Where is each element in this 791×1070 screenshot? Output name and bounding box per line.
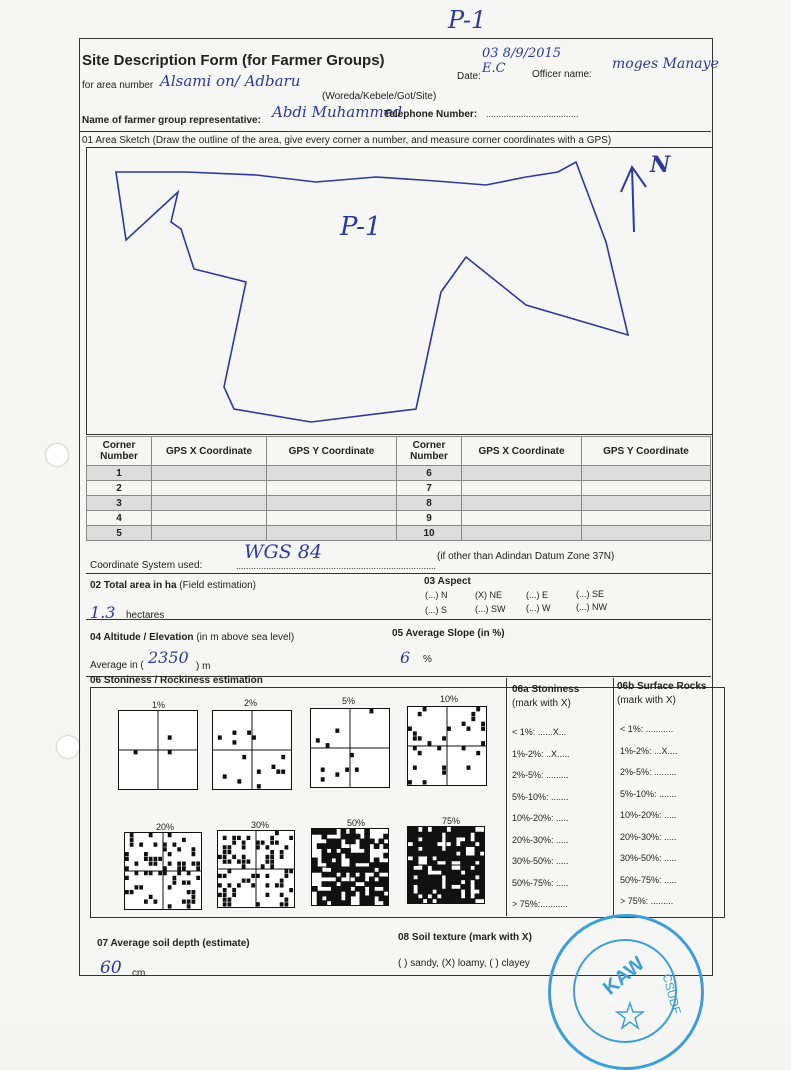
stoniness-grid <box>217 830 295 908</box>
gps-coordinate-table <box>86 436 711 541</box>
altitude-label: 04 Altitude / Elevation <box>90 632 194 643</box>
aspect-option-ne: (X) NE <box>475 590 502 600</box>
grid-label-30: 30% <box>251 820 270 830</box>
table-row <box>87 466 711 481</box>
stoniness-col-a-item: 20%-30%: ..... <box>512 834 569 845</box>
stoniness-col-b-item: 2%-5%: ......... <box>620 767 677 777</box>
stoniness-col-b-item: < 1%: ........... <box>620 724 674 734</box>
altitude-unit: ) m <box>196 661 211 672</box>
corner-number: 5 <box>87 526 152 541</box>
aspect-option-e: (...) E <box>526 590 548 600</box>
stoniness-grid <box>212 710 292 790</box>
total-area-unit: hectares <box>126 610 165 621</box>
slope-value: 6 <box>400 648 411 667</box>
aspect-option-n: (...) N <box>425 590 448 600</box>
coordinate-system-note: (if other than Adindan Datum Zone 37N) <box>437 551 615 562</box>
altitude-value: 2350 <box>148 648 189 667</box>
corner-number: 2 <box>87 481 152 496</box>
altitude-label-2: (in m above sea level) <box>196 632 295 643</box>
form-title: Site Description Form (for Farmer Groups) <box>82 52 385 69</box>
soil-depth-label: 07 Average soil depth (estimate) <box>97 938 250 949</box>
stoniness-col-b-item: 20%-30%: ..... <box>620 831 677 842</box>
stamp-ring-text: CSUDF <box>659 972 684 1016</box>
rule-area <box>86 619 711 620</box>
punch-hole-top <box>46 444 68 466</box>
grid-label-1: 1% <box>152 700 166 710</box>
stoniness-col-b-item: > 75%: ......... <box>620 896 674 906</box>
aspect-option-sw: (...) SW <box>475 604 506 614</box>
telephone-dots: ..................................... <box>486 109 579 119</box>
stoniness-col-b-item: 1%-2%: ...X.... <box>620 745 678 756</box>
stoniness-col-b-item: 30%-50%: ..... <box>620 853 677 863</box>
stoniness-col-a-item: < 1%: ......X... <box>512 727 567 737</box>
soil-texture-options: ( ) sandy, (X) loamy, ( ) clayey <box>398 958 530 969</box>
table-row <box>87 511 711 526</box>
stoniness-col-a-subtitle: (mark with X) <box>512 698 571 709</box>
officer-value: moges Manaye <box>612 56 719 72</box>
corner-number: 10 <box>397 526 462 541</box>
stoniness-grid <box>407 826 485 904</box>
date-value: 03 8/9/2015 E.C <box>482 46 562 76</box>
aspect-option-w: (...) W <box>526 603 551 613</box>
stoniness-col-b-item: 5%-10%: ....... <box>620 788 677 799</box>
stamp-star-icon <box>615 1001 645 1031</box>
aspect-option-nw: (...) NW <box>576 602 607 612</box>
stoniness-label: 06 Stoniness / Rockiness estimation <box>90 675 263 686</box>
coordinate-system-value: WGS 84 <box>244 541 322 563</box>
header-gps-x-2: GPS X Coordinate <box>462 437 582 466</box>
corner-number: 7 <box>397 481 462 496</box>
corner-number: 9 <box>397 511 462 526</box>
sketch-section-label: 01 Area Sketch (Draw the outline of the area, give every corner a number, and measure corner coordinates with a GPS) <box>82 135 612 146</box>
slope-label: 05 Average Slope (in %) <box>392 628 505 639</box>
stoniness-col-a-item: > 75%:........... <box>512 899 568 909</box>
rule-coords <box>86 573 711 574</box>
total-area-heading <box>90 580 256 591</box>
page-mark: P-1 <box>448 6 487 34</box>
officer-label: Officer name: <box>532 69 592 80</box>
area-sketch-drawing <box>86 147 711 433</box>
grid-label-75: 75% <box>442 816 461 826</box>
official-stamp <box>548 914 704 1070</box>
total-area-label: 02 Total area in ha <box>90 580 177 591</box>
plot-outline <box>116 162 628 422</box>
rule-header <box>79 131 711 132</box>
stoniness-col-b-title: 06b Surface Rocks <box>617 681 707 692</box>
stoniness-col-a-item: 1%-2%: ..X..... <box>512 748 570 759</box>
header-corner-number-2: Corner Number <box>397 437 462 466</box>
header-corner-number: Corner Number <box>87 437 152 466</box>
stoniness-col-b-item: 10%-20%: ..... <box>620 810 677 820</box>
grid-label-20: 20% <box>156 822 175 832</box>
woreda-label: (Woreda/Kebele/Got/Site) <box>322 91 437 102</box>
slope-unit: % <box>423 654 432 665</box>
stoniness-divider-b <box>613 678 614 916</box>
grid-label-10: 10% <box>440 694 459 704</box>
altitude-average-label: Average in ( <box>90 660 144 671</box>
coordinate-system-dots: ................................................................................ <box>236 561 437 571</box>
aspect-label: 03 Aspect <box>424 576 471 587</box>
aspect-option-s: (...) S <box>425 605 447 615</box>
area-number-label: for area number <box>82 80 154 91</box>
stoniness-col-b-subtitle: (mark with X) <box>617 695 676 706</box>
stoniness-grid <box>407 706 487 786</box>
corner-number: 1 <box>87 466 152 481</box>
stoniness-divider-a <box>506 678 507 916</box>
date-label: Date: <box>457 71 481 82</box>
area-number-value: Alsami on/ Adbaru <box>160 72 301 90</box>
representative-label: Name of farmer group representative: <box>82 115 261 126</box>
table-row <box>87 481 711 496</box>
table-row <box>87 526 711 541</box>
stoniness-grid <box>310 708 390 788</box>
coordinate-system-label: Coordinate System used: <box>90 560 203 571</box>
grid-label-50: 50% <box>347 818 366 828</box>
stoniness-grid <box>311 828 389 906</box>
header-gps-x: GPS X Coordinate <box>152 437 267 466</box>
grid-label-2: 2% <box>244 698 258 708</box>
altitude-heading <box>90 632 294 643</box>
total-area-value: 1.3 <box>90 603 116 622</box>
grid-label-5: 5% <box>342 696 356 706</box>
stoniness-col-b-item: 50%-75%: ..... <box>620 874 677 885</box>
stoniness-col-a-title: 06a Stoniness <box>512 684 580 695</box>
soil-texture-label: 08 Soil texture (mark with X) <box>398 932 532 943</box>
aspect-option-se: (...) SE <box>576 589 605 599</box>
stoniness-grid <box>118 710 198 790</box>
telephone-label: Telephone Number: <box>384 109 478 120</box>
stoniness-grid <box>124 832 202 910</box>
plot-label: P-1 <box>340 212 382 242</box>
stoniness-col-a-item: 5%-10%: ....... <box>512 791 569 802</box>
north-arrow <box>621 167 646 232</box>
corner-number: 3 <box>87 496 152 511</box>
soil-depth-unit: cm <box>132 968 146 979</box>
soil-depth-value: 60 <box>100 958 122 978</box>
stamp-logo-text: KAW <box>599 952 649 1000</box>
stoniness-col-a-item: 50%-75%: ..... <box>512 877 569 888</box>
representative-value: Abdi Muhammed <box>272 103 403 121</box>
total-area-label-2: (Field estimation) <box>179 580 256 591</box>
header-gps-y-2: GPS Y Coordinate <box>582 437 711 466</box>
corner-number: 4 <box>87 511 152 526</box>
stoniness-col-a-item: 2%-5%: ......... <box>512 770 569 780</box>
table-row <box>87 496 711 511</box>
north-label: N <box>650 152 671 178</box>
header-gps-y: GPS Y Coordinate <box>267 437 397 466</box>
corner-number: 6 <box>397 466 462 481</box>
punch-hole-bottom <box>57 736 79 758</box>
corner-number: 8 <box>397 496 462 511</box>
stoniness-col-a-item: 30%-50%: ..... <box>512 856 569 866</box>
stoniness-col-a-item: 10%-20%: ..... <box>512 813 569 823</box>
